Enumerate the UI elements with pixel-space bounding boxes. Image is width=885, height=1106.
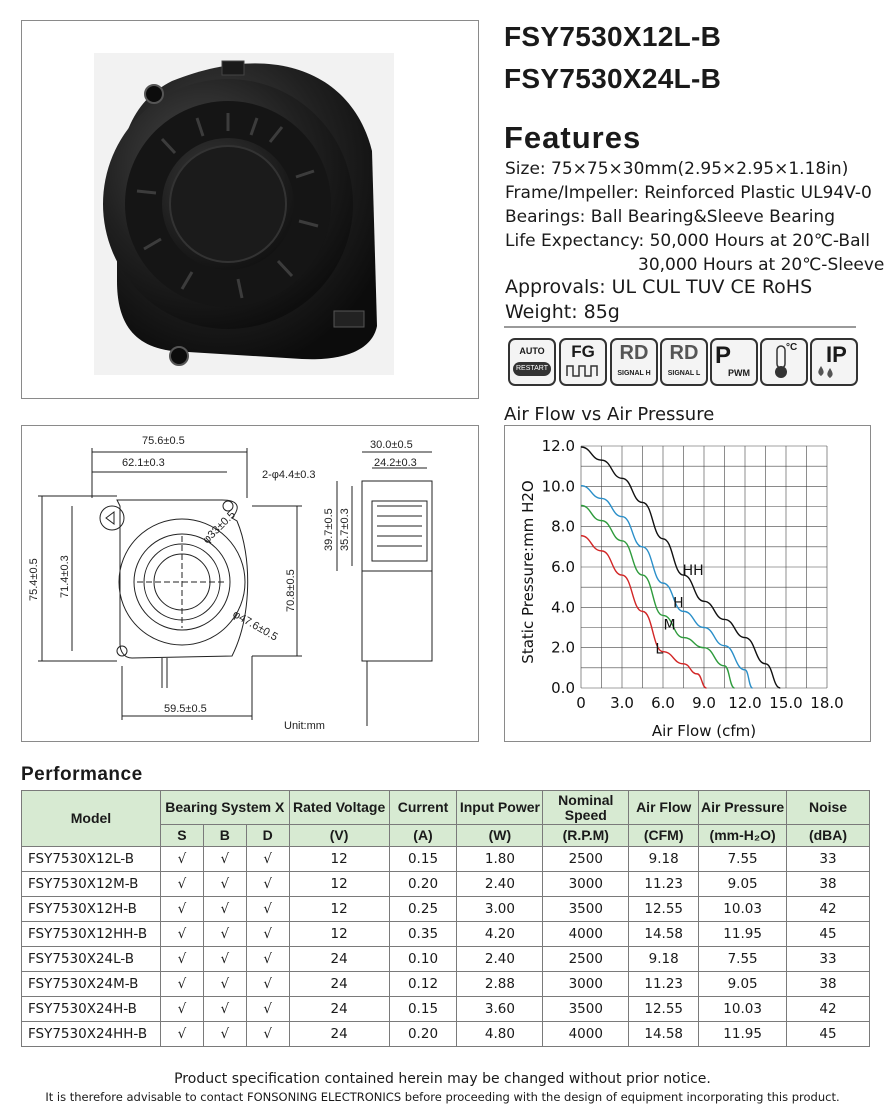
svg-text:75.6±0.5: 75.6±0.5 <box>142 435 185 447</box>
chart-frame <box>504 425 871 742</box>
performance-title: Performance <box>21 764 143 785</box>
table-row: FSY7530X12H-B √ √ √ 12 0.25 3.00 3500 12.55 10.03 42 <box>22 897 870 922</box>
dimension-drawing-frame <box>21 425 479 742</box>
series-line-h <box>581 486 753 688</box>
y-axis-label: Static Pressure:mm H2O <box>519 480 537 664</box>
feature-bearings: Bearings: Ball Bearing&Sleeve Bearing <box>505 207 835 227</box>
header-current: Current <box>389 791 457 825</box>
header-power-unit: (W) <box>457 825 543 847</box>
svg-text:70.8±0.5: 70.8±0.5 <box>285 569 297 612</box>
temperature-icon: °C <box>760 338 808 386</box>
header-model: Model <box>22 791 161 847</box>
auto-restart-icon: AUTO RESTART <box>508 338 556 386</box>
feature-frame: Frame/Impeller: Reinforced Plastic UL94V-0 <box>505 183 872 203</box>
table-row: FSY7530X24HH-B √ √ √ 24 0.20 4.80 4000 14.58 11.95 45 <box>22 1022 870 1047</box>
svg-text:2-φ4.4±0.3: 2-φ4.4±0.3 <box>262 469 316 481</box>
x-tick-label: 12.0 <box>728 694 762 712</box>
blower-fan-photo <box>22 21 478 398</box>
header-pressure-unit: (mm-H₂O) <box>699 825 787 847</box>
y-tick-label: 12.0 <box>541 437 575 455</box>
svg-text:71.4±0.3: 71.4±0.3 <box>59 555 71 598</box>
rd-signal-h-icon: RD SIGNAL H <box>610 338 658 386</box>
series-label-h: H <box>673 595 684 612</box>
x-tick-label: 15.0 <box>769 694 803 712</box>
table-row: FSY7530X12L-B √ √ √ 12 0.15 1.80 2500 9.18 7.55 33 <box>22 847 870 872</box>
model-number-24v: FSY7530X24L-B <box>504 63 722 94</box>
header-air-pressure: Air Pressure <box>699 791 787 825</box>
fg-signal-icon: FG <box>559 338 607 386</box>
model-number-12v: FSY7530X12L-B <box>504 21 722 52</box>
rd-signal-l-icon: RD SIGNAL L <box>660 338 708 386</box>
y-tick-label: 4.0 <box>551 598 575 617</box>
header-voltage-unit: (V) <box>289 825 389 847</box>
header-nominal-speed: Nominal Speed <box>543 791 629 825</box>
x-tick-label: 9.0 <box>692 694 716 712</box>
feature-size: Size: 75×75×30mm(2.95×2.95×1.18in) <box>505 159 849 179</box>
svg-text:35.7±0.3: 35.7±0.3 <box>339 508 351 551</box>
header-b: B <box>203 825 246 847</box>
performance-table <box>21 790 870 1047</box>
feature-life-sleeve: 30,000 Hours at 20℃-Sleeve <box>638 255 885 275</box>
ip-rating-icon: IP <box>810 338 858 386</box>
header-s: S <box>160 825 203 847</box>
svg-text:24.2±0.3: 24.2±0.3 <box>374 457 417 469</box>
header-noise: Noise <box>787 791 870 825</box>
y-tick-label: 2.0 <box>551 638 575 657</box>
header-flow-unit: (CFM) <box>629 825 699 847</box>
x-tick-label: 6.0 <box>651 694 675 712</box>
svg-text:62.1±0.3: 62.1±0.3 <box>122 457 165 469</box>
svg-text:30.0±0.5: 30.0±0.5 <box>370 439 413 451</box>
x-axis-label: Air Flow (cfm) <box>651 722 757 740</box>
features-title: Features <box>504 120 642 155</box>
header-bearing-system: Bearing System X <box>160 791 289 825</box>
header-air-flow: Air Flow <box>629 791 699 825</box>
y-tick-label: 10.0 <box>541 477 575 496</box>
header-noise-unit: (dBA) <box>787 825 870 847</box>
series-label-m: M <box>663 617 676 634</box>
y-tick-label: 6.0 <box>551 558 575 576</box>
y-tick-label: 8.0 <box>551 517 575 536</box>
table-row: FSY7530X24M-B √ √ √ 24 0.12 2.88 3000 11.23 9.05 38 <box>22 972 870 997</box>
features-divider <box>504 326 856 328</box>
table-row: FSY7530X24L-B √ √ √ 24 0.10 2.40 2500 9.18 7.55 33 <box>22 947 870 972</box>
header-current-unit: (A) <box>389 825 457 847</box>
header-d: D <box>246 825 289 847</box>
pwm-icon: P PWM <box>710 338 758 386</box>
footer-notice-2: It is therefore advisable to contact FONSONING ELECTRONICS before proceeding with the design of equipment incorporating this product. <box>45 1090 840 1104</box>
svg-text:59.5±0.5: 59.5±0.5 <box>164 703 207 715</box>
header-input-power: Input Power <box>457 791 543 825</box>
x-tick-label: 3.0 <box>610 694 634 712</box>
svg-text:φ33±0.5: φ33±0.5 <box>200 508 238 547</box>
chart-title: Air Flow vs Air Pressure <box>504 404 715 425</box>
header-rated-voltage: Rated Voltage <box>289 791 389 825</box>
series-label-l: L <box>655 641 664 658</box>
y-tick-label: 0.0 <box>551 679 575 697</box>
feature-weight: Weight: 85g <box>505 301 620 323</box>
svg-text:39.7±0.5: 39.7±0.5 <box>323 508 335 551</box>
feature-life-ball: Life Expectancy: 50,000 Hours at 20℃-Ball <box>505 231 870 251</box>
table-row: FSY7530X12M-B √ √ √ 12 0.20 2.40 3000 11.23 9.05 38 <box>22 872 870 897</box>
dimension-drawing <box>22 426 478 741</box>
svg-text:φ47.6±0.5: φ47.6±0.5 <box>230 608 280 644</box>
svg-text:Unit:mm: Unit:mm <box>284 720 325 732</box>
x-tick-label: 18.0 <box>810 694 844 712</box>
series-line-hh <box>581 447 780 688</box>
air-flow-chart <box>505 426 870 741</box>
svg-text:75.4±0.5: 75.4±0.5 <box>28 558 40 601</box>
table-row: FSY7530X24H-B √ √ √ 24 0.15 3.60 3500 12.55 10.03 42 <box>22 997 870 1022</box>
feature-approvals: Approvals: UL CUL TUV CE RoHS <box>505 276 813 298</box>
table-row: FSY7530X12HH-B √ √ √ 12 0.35 4.20 4000 14.58 11.95 45 <box>22 922 870 947</box>
series-line-m <box>581 505 734 688</box>
x-tick-label: 0 <box>576 694 586 712</box>
series-label-hh: HH <box>682 563 704 580</box>
header-speed-unit: (R.P.M) <box>543 825 629 847</box>
footer-notice-1: Product specification contained herein may be changed without prior notice. <box>174 1071 711 1087</box>
product-photo-frame <box>21 20 479 399</box>
